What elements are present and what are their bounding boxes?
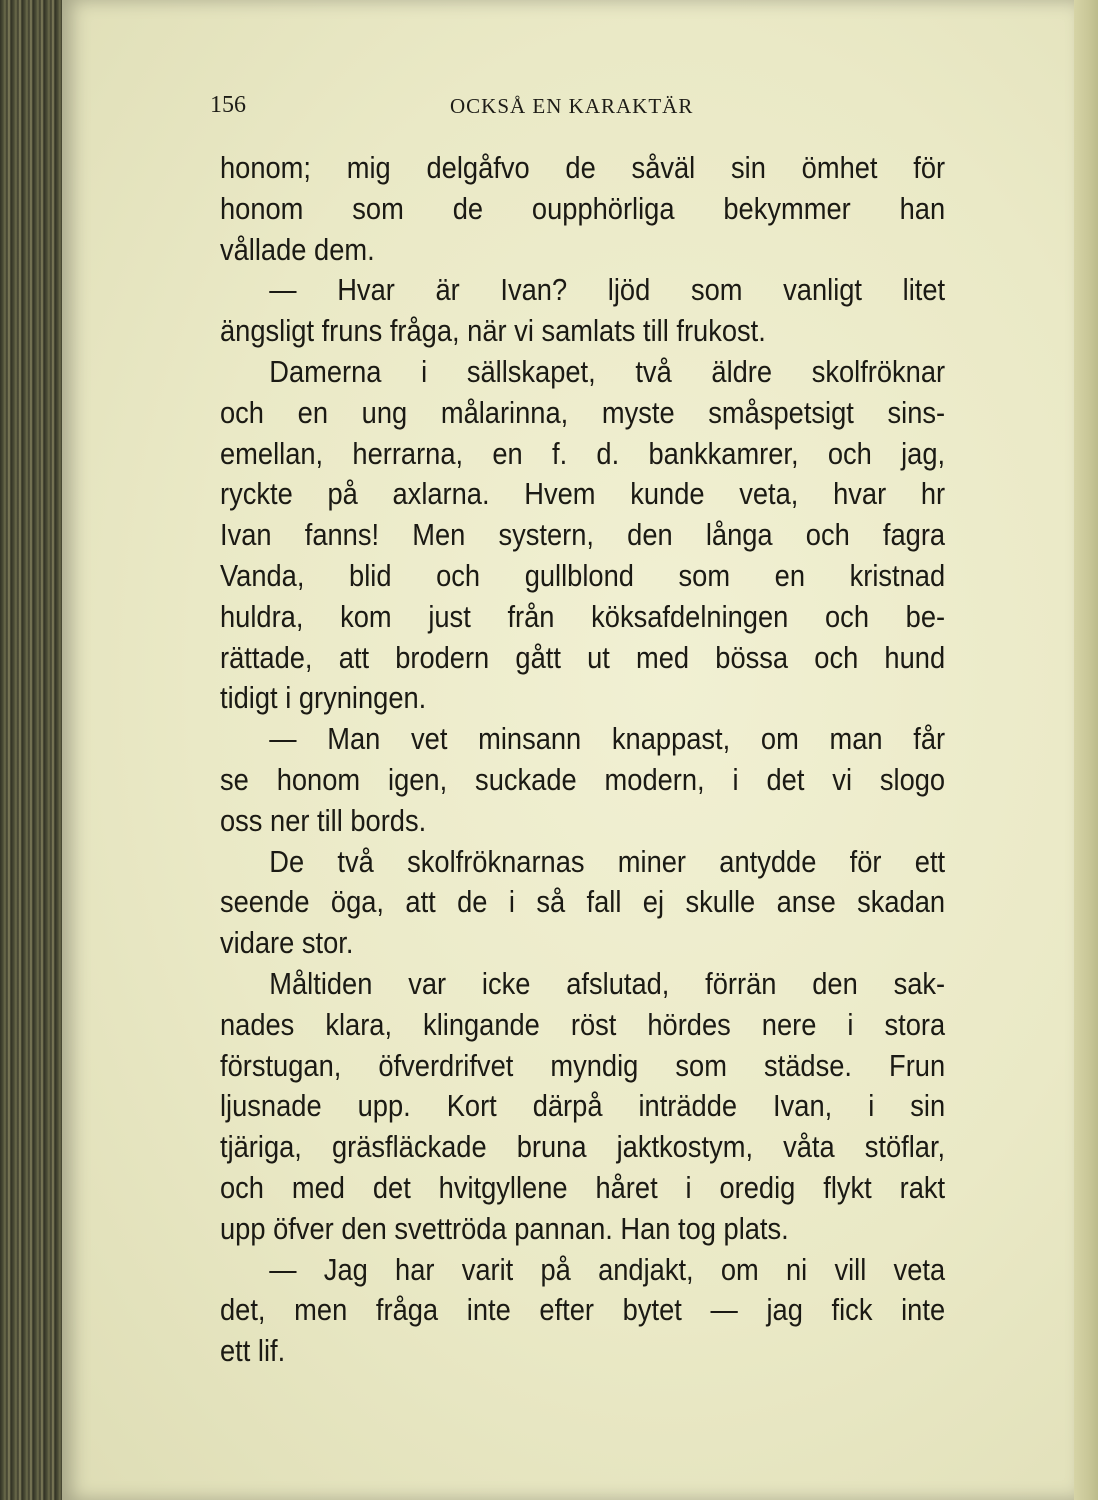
running-title: OCKSÅ EN KARAKTÄR — [450, 94, 694, 118]
text-line: och en ung målarinna, myste småspetsigt sins- — [220, 394, 946, 430]
text-line: nades klara, klingande röst hördes nere i stora — [220, 1006, 946, 1042]
text-line: vållade dem. — [220, 231, 375, 267]
text-line: seende öga, att de i så fall ej skulle anse skadan — [220, 884, 946, 920]
text-line: — Hvar är Ivan? ljöd som vanligt litet — [269, 272, 946, 308]
text-line: Ivan fanns! Men systern, den långa och fagra — [220, 517, 946, 553]
text-line: och med det hvitgyllene håret i oredig flykt rakt — [220, 1169, 946, 1205]
text-line: Vanda, blid och gullblond som en kristnad — [220, 557, 946, 593]
text-line: Damerna i sällskapet, två äldre skolfröknar — [269, 353, 946, 389]
text-line: De två skolfröknarnas miner antydde för ett — [269, 843, 946, 879]
text-line: ljusnade upp. Kort därpå inträdde Ivan, i sin — [220, 1088, 946, 1124]
facing-page-edge — [1074, 0, 1098, 1500]
text-line: ängsligt fruns fråga, när vi samlats till frukost. — [220, 313, 766, 349]
text-line: emellan, herrarna, en f. d. bankkamrer, och jag, — [220, 435, 946, 471]
text-line: Måltiden var icke afslutad, förrän den sak- — [269, 965, 946, 1001]
text-line: det, men fråga inte efter bytet — jag fick inte — [220, 1292, 946, 1328]
body-text — [220, 148, 946, 1372]
text-line: honom som de oupphörliga bekymmer han — [220, 190, 946, 226]
text-line: oss ner till bords. — [220, 802, 427, 838]
text-line: tjäriga, gräsfläckade bruna jaktkostym, våta stöflar, — [220, 1129, 946, 1165]
text-line: se honom igen, suckade modern, i det vi slogo — [220, 761, 946, 797]
text-line: upp öfver den svettröda pannan. Han tog plats. — [220, 1210, 789, 1246]
text-line: — Jag har varit på andjakt, om ni vill veta — [269, 1251, 946, 1287]
text-line: — Man vet minsann knappast, om man får — [269, 721, 946, 757]
text-line: tidigt i gryningen. — [220, 680, 427, 716]
page-header — [210, 92, 950, 122]
page-number: 156 — [210, 92, 246, 118]
text-line: ryckte på axlarna. Hvem kunde veta, hvar hr — [220, 476, 946, 512]
text-line: honom; mig delgåfvo de såväl sin ömhet för — [220, 150, 946, 185]
text-line: huldra, kom just från köksafdelningen och be- — [220, 598, 946, 634]
text-line: vidare stor. — [220, 925, 354, 961]
text-line: rättade, att brodern gått ut med bössa och hund — [220, 639, 946, 675]
text-line: ett lif. — [220, 1333, 286, 1369]
text-line: förstugan, öfverdrifvet myndig som städse. Frun — [220, 1047, 946, 1083]
